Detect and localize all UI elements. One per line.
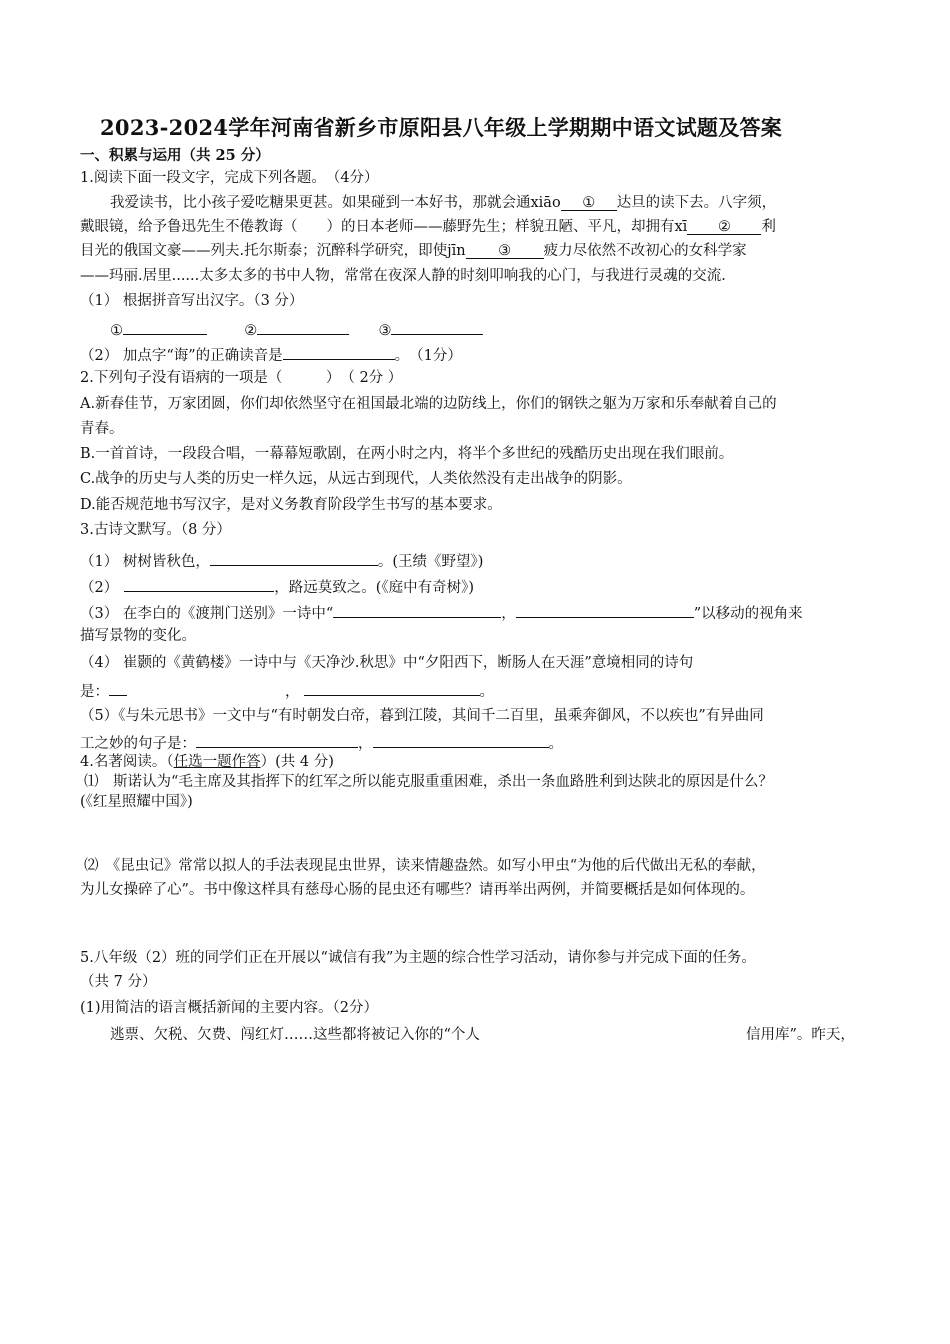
q4-item-1: ⑴ 斯诺认为“毛主席及其指挥下的红军之所以能克服重重困难，杀出一条血路胜利到达陕北的原因是什么？ xyxy=(84,774,773,790)
q5-passage-cont: 信用库”。昨天， xyxy=(746,1027,855,1043)
q4-stem: 4.名著阅读。（任选一题作答）(共 4 分) xyxy=(80,754,334,770)
answer-blank-3[interactable] xyxy=(391,318,483,335)
poem-blank-4[interactable] xyxy=(516,601,694,618)
poem-blank-2[interactable] xyxy=(124,575,274,592)
poem-blank-8[interactable] xyxy=(373,731,549,748)
q2-option-a: A.新春佳节，万家团圆，你们却依然坚守在祖国最北端的边防线上，你们的钢铁之躯为万家和乐奉献着自己的 xyxy=(80,396,777,412)
q4-item-2: ⑵ 《昆虫记》常常以拟人的手法表现昆虫世界，读来情趣盎然。如写小甲虫“为他的后代做出无私的奉献， xyxy=(84,858,766,874)
q1-answer-blanks: ① ② ③ xyxy=(110,318,483,341)
q1-sub1: （1） 根据拼音写出汉字。（3 分） xyxy=(80,293,304,309)
poem-blank-7[interactable] xyxy=(196,731,358,748)
blank-3[interactable]: ③ xyxy=(466,242,544,259)
section-heading: 一、积累与运用（共 25 分） xyxy=(80,147,270,164)
q1-stem: 1.阅读下面一段文字，完成下列各题。 （4分） xyxy=(80,170,379,186)
page-title: 2023-2024学年河南省新乡市原阳县八年级上学期期中语文试题及答案 xyxy=(100,115,783,140)
q5-passage-start: 逃票、欠税、欠费、闯红灯……这些都将被记入你的“个人 xyxy=(110,1027,480,1043)
q2-option-b: B.一首首诗，一段段合唱，一幕幕短歌剧，在两小时之内，将半个多世纪的残酷历史出现在我们眼前。 xyxy=(80,446,734,462)
q4-item-2-cont: 为儿女操碎了心”。书中像这样具有慈母心肠的昆虫还有哪些？请再举出两例，并简要概括是如何体现的。 xyxy=(80,882,755,898)
q2-option-a-cont: 青春。 xyxy=(80,421,124,437)
blank-1[interactable]: ① xyxy=(561,194,617,211)
blank-2[interactable]: ② xyxy=(687,218,761,235)
poem-blank-1[interactable] xyxy=(210,549,378,566)
q1-passage-line-2: 戴眼镜，给予鲁迅先生不倦教诲（ ）的日本老师——藤野先生；样貌丑陋、平凡，却拥有xī ② 利 xyxy=(80,219,776,235)
q5-stem-cont: （共 7 分） xyxy=(80,974,157,990)
q3-line-4: （4） 崔颢的《黄鹤楼》一诗中与《天净沙.秋思》中“夕阳西下，断肠人在天涯”意境相同的诗句 xyxy=(80,655,694,671)
q3-line-4-cont: 是： ， 。 xyxy=(80,679,494,702)
q3-line-2: （2） ，路远莫致之。(《庭中有奇树》) xyxy=(80,575,474,598)
q3-line-5: （5）《与朱元思书》一文中与“有时朝发白帝，暮到江陵，其间千二百里，虽乘奔御风，不以疾也”有异曲同 xyxy=(80,708,764,724)
q3-line-5-cont: 工之妙的句子是： ， 。 xyxy=(80,731,563,754)
q4-item-1-source: (《红星照耀中国》) xyxy=(80,794,193,810)
q1-passage-line-3: 目光的俄国文豪——列夫.托尔斯泰；沉醉科学研究，即使jīn ③ 疲力尽依然不改初心的女科学家 xyxy=(80,243,747,259)
answer-blank-1[interactable] xyxy=(123,318,207,335)
q5-sub1: (1)用简洁的语言概括新闻的主要内容。（2分） xyxy=(80,1000,379,1016)
q3-line-1: （1） 树树皆秋色， 。(王绩《野望》) xyxy=(80,549,483,572)
q1-sub2: （2） 加点字“诲”的正确读音是 。 （1分） xyxy=(80,343,462,366)
q2-option-c: C.战争的历史与人类的历史一样久远，从远古到现代，人类依然没有走出战争的阴影。 xyxy=(80,471,632,487)
q3-line-3-cont: 描写景物的变化。 xyxy=(80,628,196,644)
q5-stem: 5.八年级（2）班的同学们正在开展以“诚信有我”为主题的综合性学习活动，请你参与并完成下面的任务。 xyxy=(80,950,756,966)
poem-blank-6[interactable] xyxy=(304,679,480,696)
q3-line-3: （3） 在李白的《渡荆门送别》一诗中“ ， ”以移动的视角来 xyxy=(80,601,803,624)
q1-passage-line-4: ——玛丽.居里......太多太多的书中人物，常常在夜深人静的时刻叩响我的心门，与我进行灵魂的交流. xyxy=(80,268,726,284)
poem-blank-5a[interactable] xyxy=(109,679,127,696)
poem-blank-3[interactable] xyxy=(333,601,501,618)
pronunciation-blank[interactable] xyxy=(283,343,395,360)
q2-option-d: D.能否规范地书写汉字，是对义务教育阶段学生书写的基本要求。 xyxy=(80,497,502,513)
q3-stem: 3.古诗文默写。（8 分） xyxy=(80,522,231,538)
q2-stem: 2.下列句子没有语病的一项是（ ） （ 2分 ） xyxy=(80,370,403,386)
q1-passage-line-1: 我爱读书，比小孩子爱吃糖果更甚。如果碰到一本好书，那就会通xiāo ① 达旦的读下去。八字须， xyxy=(110,195,777,211)
answer-blank-2[interactable] xyxy=(257,318,349,335)
